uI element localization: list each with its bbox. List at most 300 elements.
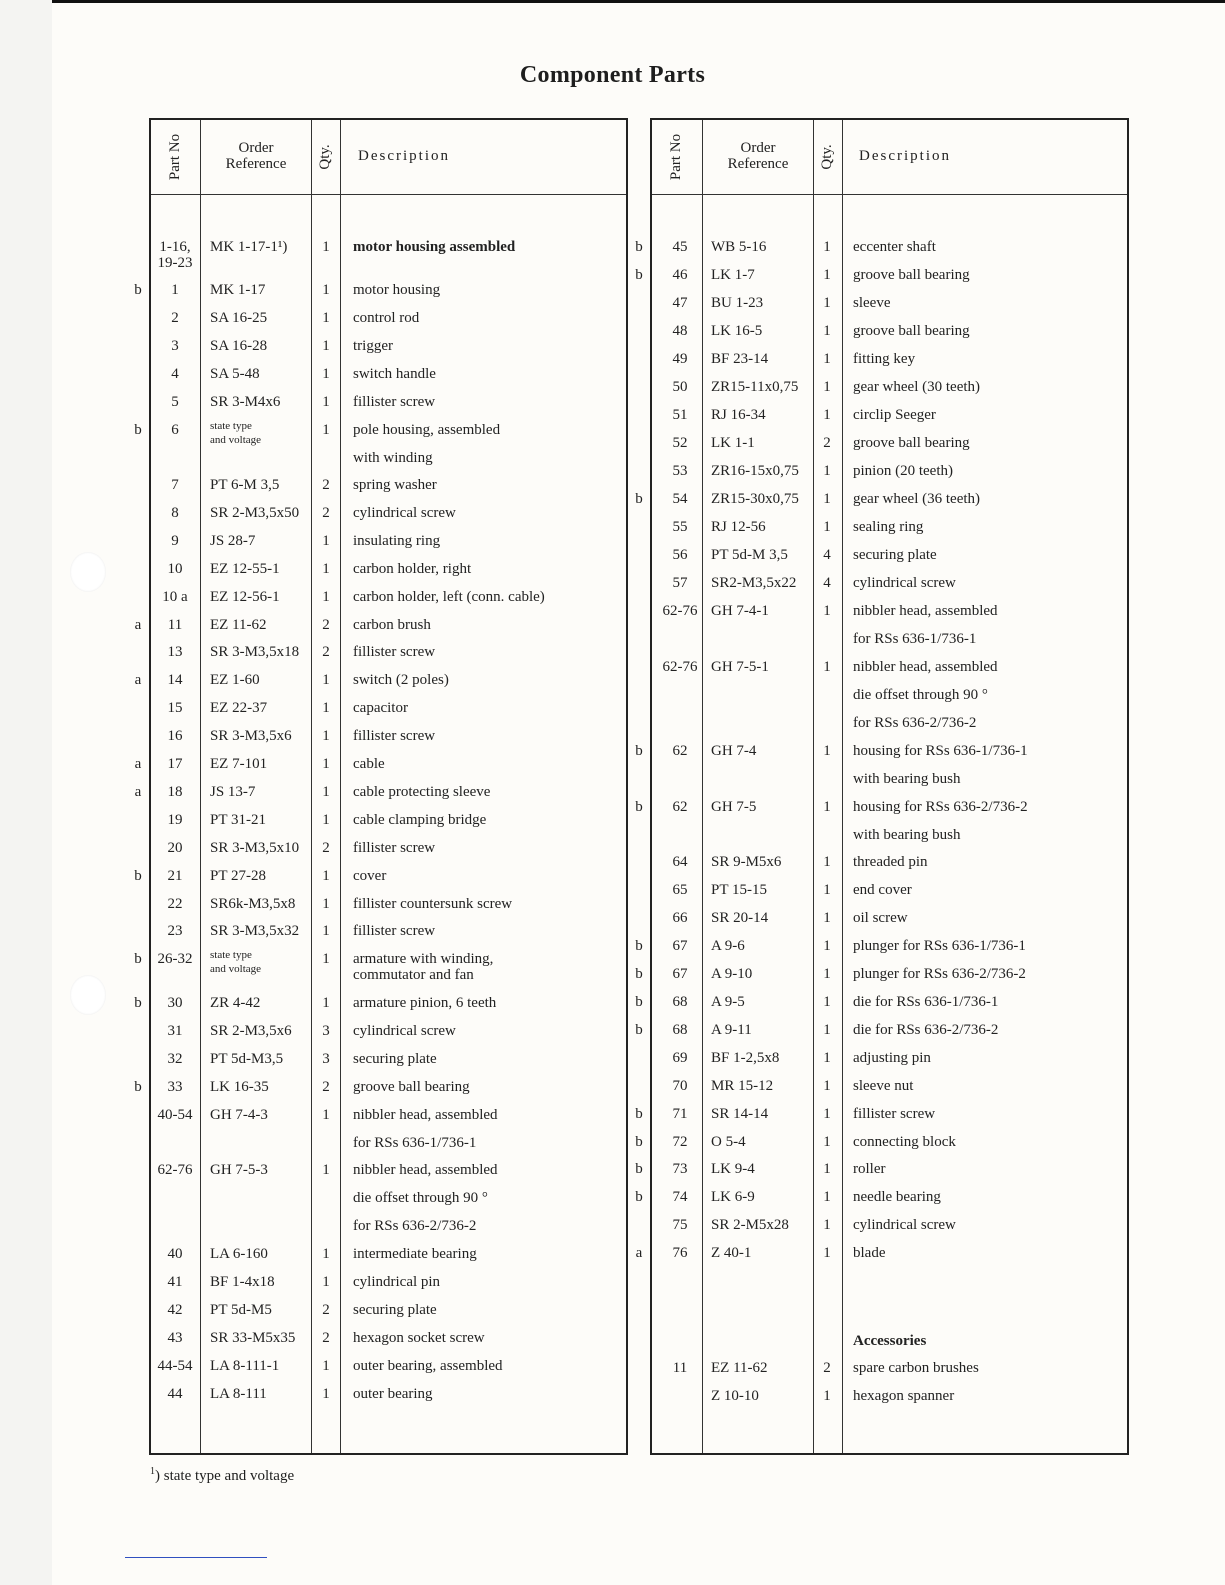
part-number: 16 — [167, 728, 183, 744]
order-reference: JS 13-7 — [210, 784, 256, 800]
part-number: 1 — [171, 282, 179, 298]
description: control rod — [353, 310, 420, 326]
quantity: 1 — [823, 743, 831, 759]
quantity: 1 — [322, 310, 330, 326]
order-reference: SR 2-M5x28 — [711, 1217, 789, 1233]
part-number: 62-76 — [662, 603, 698, 619]
header-part-no: Part No — [167, 133, 183, 181]
part-number: 67 — [672, 966, 688, 982]
description: hexagon spanner — [853, 1388, 955, 1404]
description: roller — [853, 1161, 886, 1177]
order-reference: MR 15-12 — [711, 1078, 774, 1094]
order-reference: O 5-4 — [711, 1134, 746, 1150]
description: armature pinion, 6 teeth — [353, 995, 497, 1011]
description: cylindrical screw — [353, 505, 456, 521]
order-reference: EZ 1-60 — [210, 672, 260, 688]
description: oil screw — [853, 910, 908, 926]
scan-artifact-line — [125, 1557, 267, 1558]
description: pole housing, assembled — [353, 422, 501, 438]
description: pinion (20 teeth) — [853, 463, 953, 479]
order-reference: SA 5-48 — [210, 366, 260, 382]
order-reference: PT 5d-M5 — [210, 1302, 272, 1318]
part-number: 51 — [672, 407, 688, 423]
quantity: 3 — [322, 1023, 330, 1039]
order-reference: PT 6-M 3,5 — [210, 477, 280, 493]
description-continued: for RSs 636-1/736-1 — [853, 631, 977, 647]
description: capacitor — [353, 700, 408, 716]
description: fillister screw — [353, 923, 436, 939]
description: intermediate bearing — [353, 1246, 477, 1262]
row-marker: b — [635, 491, 643, 507]
description: carbon brush — [353, 617, 431, 633]
description: housing for RSs 636-2/736-2 — [853, 799, 1028, 815]
quantity: 1 — [823, 1106, 831, 1122]
part-number: 1-16, — [159, 239, 191, 255]
quantity: 1 — [823, 1217, 831, 1233]
accessories-heading: Accessories — [853, 1333, 927, 1349]
order-reference: SR 14-14 — [711, 1106, 769, 1122]
order-reference: SR 2-M3,5x6 — [210, 1023, 292, 1039]
part-number: 74 — [672, 1189, 688, 1205]
quantity: 1 — [322, 812, 330, 828]
order-reference: A 9-6 — [711, 938, 745, 954]
page-left-margin — [0, 0, 52, 1585]
description: blade — [853, 1245, 886, 1261]
order-reference: SR 3-M3,5x6 — [210, 728, 292, 744]
order-reference: Z 10-10 — [711, 1388, 759, 1404]
order-reference: SR2-M3,5x22 — [711, 575, 797, 591]
description: fillister countersunk screw — [353, 896, 513, 912]
part-number: 71 — [672, 1106, 688, 1122]
part-number: 62 — [672, 743, 688, 759]
quantity: 1 — [322, 1274, 330, 1290]
part-number: 20 — [167, 840, 183, 856]
order-reference: SA 16-25 — [210, 310, 268, 326]
part-number: 45 — [672, 239, 688, 255]
part-number: 47 — [672, 295, 688, 311]
part-number: 23 — [167, 923, 183, 939]
order-reference: SR 3-M3,5x10 — [210, 840, 300, 856]
description: fillister screw — [353, 394, 436, 410]
order-reference-note: and voltage — [210, 434, 262, 446]
quantity: 1 — [322, 1162, 330, 1178]
part-number: 41 — [167, 1274, 183, 1290]
order-reference: SR 33-M5x35 — [210, 1330, 296, 1346]
top-edge-line — [52, 0, 1225, 3]
part-number: 62 — [672, 799, 688, 815]
footnote: $^1$) state type and voltage — [150, 1466, 295, 1484]
order-reference: WB 5-16 — [711, 239, 767, 255]
order-reference: PT 15-15 — [711, 882, 767, 898]
quantity: 2 — [322, 505, 330, 521]
quantity: 1 — [322, 1246, 330, 1262]
description: armature with winding, — [353, 951, 494, 967]
description: nibbler head, assembled — [853, 603, 998, 619]
quantity: 1 — [823, 239, 831, 255]
order-reference: EZ 22-37 — [210, 700, 268, 716]
row-marker: b — [134, 282, 142, 298]
quantity: 2 — [322, 477, 330, 493]
quantity: 1 — [322, 394, 330, 410]
description: groove ball bearing — [853, 267, 970, 283]
order-reference: GH 7-5 — [711, 799, 757, 815]
description: insulating ring — [353, 533, 441, 549]
header-order-reference: Order Reference — [225, 140, 287, 172]
part-number: 11 — [672, 1360, 688, 1376]
part-number: 48 — [672, 323, 688, 339]
part-number: 44 — [167, 1386, 183, 1402]
part-number: 54 — [672, 491, 688, 507]
order-reference: JS 28-7 — [210, 533, 256, 549]
quantity: 1 — [823, 1245, 831, 1261]
part-number: 3 — [171, 338, 179, 354]
quantity: 1 — [322, 923, 330, 939]
quantity: 1 — [823, 1161, 831, 1177]
order-reference: LK 6-9 — [711, 1189, 755, 1205]
part-number: 52 — [672, 435, 688, 451]
part-number: 67 — [672, 938, 688, 954]
description: spring washer — [353, 477, 437, 493]
quantity: 1 — [322, 239, 330, 255]
description: sealing ring — [853, 519, 924, 535]
quantity: 2 — [322, 617, 330, 633]
order-reference: SA 16-28 — [210, 338, 268, 354]
part-number: 21 — [167, 868, 183, 884]
quantity: 1 — [322, 561, 330, 577]
description: sleeve — [853, 295, 891, 311]
quantity: 1 — [322, 589, 330, 605]
description: eccenter shaft — [853, 239, 936, 255]
order-reference: EZ 12-55-1 — [210, 561, 280, 577]
order-reference: BF 23-14 — [711, 351, 769, 367]
quantity: 1 — [322, 1386, 330, 1402]
description: spare carbon brushes — [853, 1360, 979, 1376]
quantity: 1 — [322, 728, 330, 744]
description: cylindrical screw — [853, 1217, 956, 1233]
description: cable protecting sleeve — [353, 784, 491, 800]
quantity: 1 — [322, 756, 330, 772]
quantity: 1 — [823, 882, 831, 898]
part-number: 10 — [167, 561, 183, 577]
order-reference: LK 1-1 — [711, 435, 755, 451]
part-number: 19 — [167, 812, 183, 828]
quantity: 3 — [322, 1051, 330, 1067]
part-number: 11 — [167, 617, 183, 633]
part-number: 13 — [167, 644, 183, 660]
part-number: 65 — [672, 882, 688, 898]
part-number: 26-32 — [157, 951, 193, 967]
description-continued: commutator and fan — [353, 967, 474, 983]
order-reference: GH 7-4-3 — [210, 1107, 268, 1123]
order-reference: ZR15-11x0,75 — [711, 379, 799, 395]
quantity: 1 — [322, 533, 330, 549]
part-number: 14 — [167, 672, 183, 688]
order-reference: LA 6-160 — [210, 1246, 268, 1262]
order-reference: GH 7-5-1 — [711, 659, 769, 675]
order-reference: LA 8-111 — [210, 1386, 267, 1402]
part-number: 8 — [171, 505, 179, 521]
description: outer bearing, assembled — [353, 1358, 503, 1374]
quantity: 1 — [823, 966, 831, 982]
quantity: 1 — [823, 910, 831, 926]
part-number: 31 — [167, 1023, 183, 1039]
header-description: Description — [859, 148, 951, 164]
description-continued: die offset through 90 ° — [853, 687, 988, 703]
order-reference: LK 16-35 — [210, 1079, 269, 1095]
header-part-no: Part No — [668, 133, 684, 181]
row-marker: b — [635, 239, 643, 255]
part-number: 5 — [171, 394, 179, 410]
description: sleeve nut — [853, 1078, 914, 1094]
description: groove ball bearing — [353, 1079, 470, 1095]
part-number: 66 — [672, 910, 688, 926]
description: securing plate — [353, 1302, 437, 1318]
quantity: 1 — [823, 295, 831, 311]
description: die for RSs 636-1/736-1 — [853, 994, 999, 1010]
quantity: 2 — [322, 1302, 330, 1318]
quantity: 1 — [322, 995, 330, 1011]
part-number: 64 — [672, 854, 688, 870]
row-marker: b — [635, 1106, 643, 1122]
part-number: 55 — [672, 519, 688, 535]
order-reference: SR 9-M5x6 — [711, 854, 782, 870]
description-continued: die offset through 90 ° — [353, 1190, 488, 1206]
order-reference: PT 31-21 — [210, 812, 266, 828]
description: fitting key — [853, 351, 916, 367]
order-reference: LA 8-111-1 — [210, 1358, 280, 1374]
description-continued: with winding — [353, 450, 433, 466]
order-reference: LK 16-5 — [711, 323, 763, 339]
order-reference: SR6k-M3,5x8 — [210, 896, 296, 912]
quantity: 1 — [823, 1134, 831, 1150]
quantity: 1 — [322, 338, 330, 354]
part-number: 7 — [171, 477, 179, 493]
part-number: 49 — [672, 351, 688, 367]
part-number: 40 — [167, 1246, 183, 1262]
description-continued: for RSs 636-2/736-2 — [853, 715, 977, 731]
row-marker: b — [134, 1079, 142, 1095]
description: plunger for RSs 636-2/736-2 — [853, 966, 1026, 982]
header-description: Description — [358, 148, 450, 164]
order-reference-note: and voltage — [210, 963, 262, 975]
row-marker: b — [635, 1161, 643, 1177]
description: plunger for RSs 636-1/736-1 — [853, 938, 1026, 954]
order-reference: BF 1-4x18 — [210, 1274, 275, 1290]
description: cylindrical screw — [853, 575, 956, 591]
row-marker: a — [134, 756, 142, 772]
punch-hole — [70, 552, 106, 592]
description: carbon holder, left (conn. cable) — [353, 589, 545, 605]
part-number: 19-23 — [157, 255, 193, 271]
quantity: 1 — [823, 994, 831, 1010]
row-marker: b — [635, 1022, 643, 1038]
description: nibbler head, assembled — [353, 1162, 498, 1178]
quantity: 1 — [322, 896, 330, 912]
part-number: 53 — [672, 463, 688, 479]
description: switch handle — [353, 366, 436, 382]
punch-hole — [70, 975, 106, 1015]
order-reference-note: state type — [210, 949, 252, 961]
description: carbon holder, right — [353, 561, 472, 577]
row-marker: b — [635, 743, 643, 759]
description: trigger — [353, 338, 393, 354]
description-continued: for RSs 636-1/736-1 — [353, 1135, 477, 1151]
quantity: 1 — [823, 351, 831, 367]
quantity: 1 — [823, 407, 831, 423]
order-reference: EZ 12-56-1 — [210, 589, 280, 605]
order-reference: PT 5d-M3,5 — [210, 1051, 284, 1067]
quantity: 1 — [322, 1358, 330, 1374]
order-reference: ZR 4-42 — [210, 995, 261, 1011]
description-continued: with bearing bush — [853, 771, 961, 787]
quantity: 1 — [322, 700, 330, 716]
quantity: 1 — [823, 799, 831, 815]
row-marker: b — [635, 267, 643, 283]
order-reference: BU 1-23 — [711, 295, 764, 311]
quantity: 4 — [823, 547, 831, 563]
part-number: 40-54 — [157, 1107, 193, 1123]
order-reference: ZR15-30x0,75 — [711, 491, 799, 507]
quantity: 1 — [823, 491, 831, 507]
order-reference: EZ 11-62 — [711, 1360, 768, 1376]
description: end cover — [853, 882, 912, 898]
part-number: 57 — [672, 575, 688, 591]
part-number: 62-76 — [157, 1162, 193, 1178]
order-reference: A 9-10 — [711, 966, 753, 982]
quantity: 1 — [322, 951, 330, 967]
quantity: 2 — [322, 1079, 330, 1095]
description: outer bearing — [353, 1386, 433, 1402]
row-marker: a — [134, 617, 142, 633]
part-number: 17 — [167, 756, 183, 772]
description: fillister screw — [853, 1106, 936, 1122]
row-marker: b — [635, 799, 643, 815]
order-reference-note: state type — [210, 420, 252, 432]
part-number: 73 — [672, 1161, 688, 1177]
order-reference: GH 7-4-1 — [711, 603, 769, 619]
description: needle bearing — [853, 1189, 941, 1205]
quantity: 2 — [823, 1360, 831, 1376]
row-marker: b — [635, 994, 643, 1010]
row-marker: b — [635, 938, 643, 954]
row-marker: b — [635, 1189, 643, 1205]
row-marker: a — [635, 1245, 643, 1261]
part-number: 4 — [171, 366, 179, 382]
row-marker: b — [635, 1134, 643, 1150]
order-reference: RJ 12-56 — [711, 519, 766, 535]
quantity: 1 — [322, 282, 330, 298]
quantity: 1 — [823, 1189, 831, 1205]
part-number: 9 — [171, 533, 179, 549]
quantity: 2 — [823, 435, 831, 451]
quantity: 1 — [322, 784, 330, 800]
row-marker: b — [134, 951, 142, 967]
description: cable — [353, 756, 385, 772]
quantity: 1 — [322, 672, 330, 688]
quantity: 1 — [823, 267, 831, 283]
part-number: 18 — [167, 784, 183, 800]
quantity: 1 — [322, 1107, 330, 1123]
description: cylindrical screw — [353, 1023, 456, 1039]
description: threaded pin — [853, 854, 928, 870]
quantity: 1 — [823, 659, 831, 675]
order-reference: SR 20-14 — [711, 910, 769, 926]
description: adjusting pin — [853, 1050, 931, 1066]
part-number: 72 — [672, 1134, 688, 1150]
quantity: 1 — [823, 379, 831, 395]
description-continued: for RSs 636-2/736-2 — [353, 1218, 477, 1234]
quantity: 1 — [322, 366, 330, 382]
description: groove ball bearing — [853, 435, 970, 451]
part-number: 33 — [167, 1079, 183, 1095]
row-marker: b — [134, 995, 142, 1011]
row-marker: b — [134, 868, 142, 884]
quantity: 1 — [823, 603, 831, 619]
order-reference: Z 40-1 — [711, 1245, 752, 1261]
header-order-reference: Order Reference — [727, 140, 789, 172]
header-qty: Qty. — [819, 144, 835, 170]
order-reference: PT 5d-M 3,5 — [711, 547, 788, 563]
order-reference: A 9-11 — [711, 1022, 752, 1038]
part-number: 42 — [167, 1302, 183, 1318]
quantity: 1 — [322, 422, 330, 438]
part-number: 43 — [167, 1330, 183, 1346]
order-reference: MK 1-17 — [210, 282, 266, 298]
part-number: 15 — [167, 700, 183, 716]
order-reference: BF 1-2,5x8 — [711, 1050, 780, 1066]
order-reference: LK 9-4 — [711, 1161, 755, 1177]
description: cover — [353, 868, 387, 884]
description-continued: with bearing bush — [853, 827, 961, 843]
part-number: 44-54 — [157, 1358, 193, 1374]
description: groove ball bearing — [853, 323, 970, 339]
description: motor housing assembled — [353, 239, 516, 255]
order-reference: GH 7-4 — [711, 743, 757, 759]
description: securing plate — [853, 547, 937, 563]
quantity: 1 — [322, 868, 330, 884]
description: cable clamping bridge — [353, 812, 487, 828]
description: connecting block — [853, 1134, 956, 1150]
description: nibbler head, assembled — [353, 1107, 498, 1123]
description: switch (2 poles) — [353, 672, 449, 688]
description: die for RSs 636-2/736-2 — [853, 1022, 999, 1038]
description: fillister screw — [353, 644, 436, 660]
part-number: 70 — [672, 1078, 688, 1094]
description: cylindrical pin — [353, 1274, 441, 1290]
part-number: 75 — [672, 1217, 688, 1233]
order-reference: MK 1-17-1¹) — [210, 239, 288, 255]
quantity: 1 — [823, 1388, 831, 1404]
order-reference: SR 3-M4x6 — [210, 394, 281, 410]
description: circlip Seeger — [853, 407, 936, 423]
quantity: 2 — [322, 840, 330, 856]
part-number: 50 — [672, 379, 688, 395]
row-marker: b — [134, 422, 142, 438]
order-reference: LK 1-7 — [711, 267, 755, 283]
quantity: 1 — [823, 519, 831, 535]
order-reference: EZ 11-62 — [210, 617, 267, 633]
part-number: 10 a — [162, 589, 188, 605]
order-reference: RJ 16-34 — [711, 407, 766, 423]
part-number: 69 — [672, 1050, 688, 1066]
description: housing for RSs 636-1/736-1 — [853, 743, 1028, 759]
part-number: 22 — [167, 896, 183, 912]
part-number: 68 — [672, 994, 688, 1010]
part-number: 6 — [171, 422, 179, 438]
quantity: 2 — [322, 1330, 330, 1346]
quantity: 2 — [322, 644, 330, 660]
row-marker: a — [134, 672, 142, 688]
